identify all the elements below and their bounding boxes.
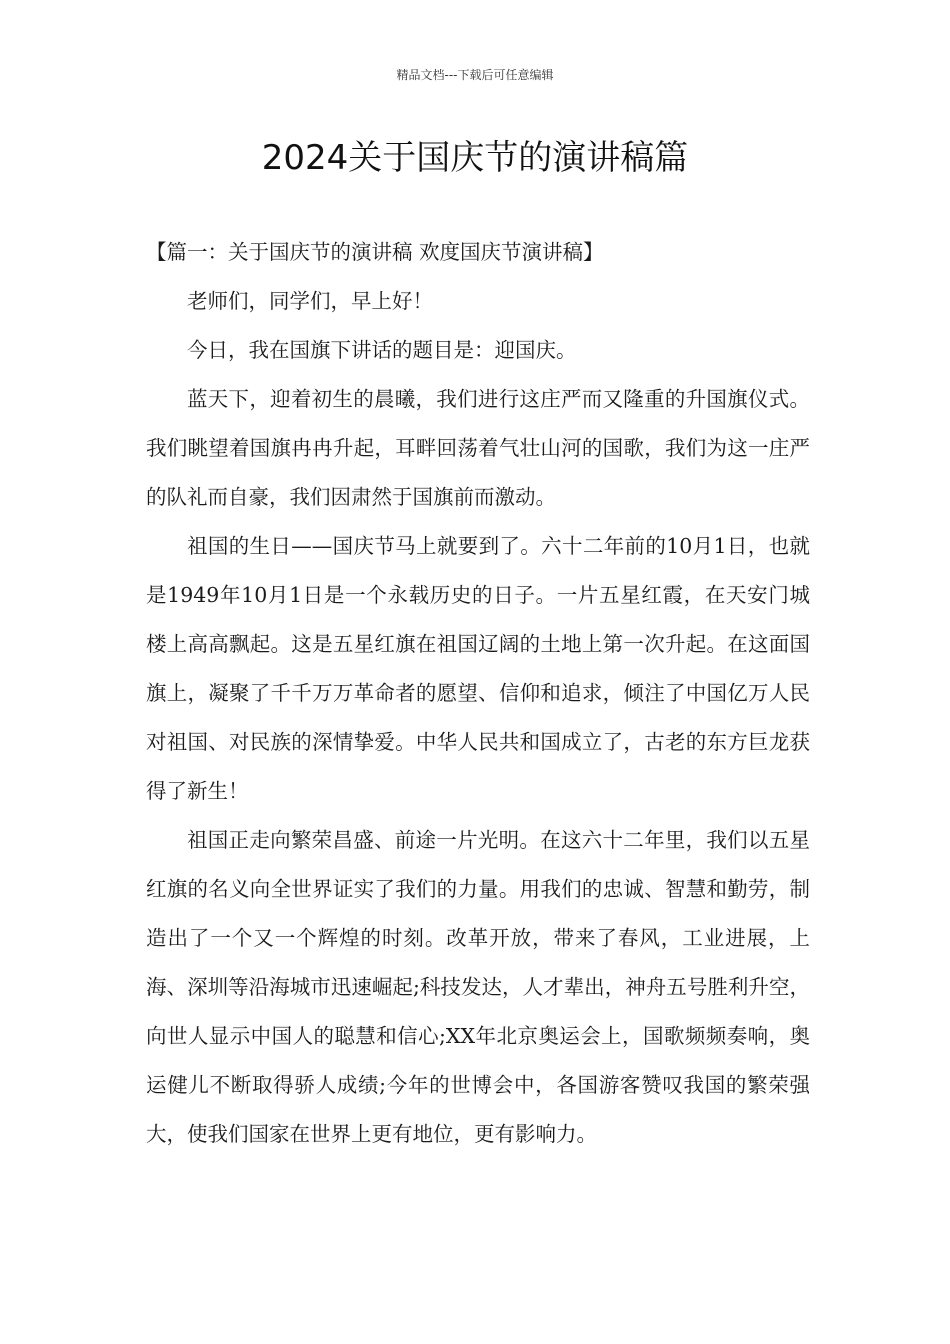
paragraph-prosperity: 祖国正走向繁荣昌盛、前途一片光明。在这六十二年里，我们以五星红旗的名义向全世界证实了我们的力量。用我们的忠诚、智慧和勤劳，制造出了一个又一个辉煌的时刻。改革开放，带来了春风，工业进展，上海、深圳等沿海城市迅速崛起;科技发达，人才辈出，神舟五号胜利升空，向世人显示中国人的聪慧和信心;XX年北京奥运会上，国歌频频奏响，奥运健儿不断取得骄人成绩;今年的世博会中，各国游客赞叹我国的繁荣强大，使我们国家在世界上更有地位，更有影响力。: [146, 828, 810, 1146]
section-heading: 【篇一：关于国庆节的演讲稿 欢度国庆节演讲稿】: [146, 240, 604, 264]
paragraph-topic: 今日，我在国旗下讲话的题目是：迎国庆。: [187, 338, 577, 362]
document-title: 2024关于国庆节的演讲稿篇: [261, 138, 689, 178]
running-header: 精品文档---下载后可任意编辑: [396, 68, 554, 82]
paragraph-flag-ceremony: 蓝天下，迎着初生的晨曦，我们进行这庄严而又隆重的升国旗仪式。我们眺望着国旗冉冉升起，耳畔回荡着气壮山河的国歌，我们为这一庄严的队礼而自豪，我们因肃然于国旗前而激动。: [146, 387, 810, 509]
paragraph-greeting: 老师们，同学们，早上好！: [187, 289, 433, 313]
paragraph-national-birthday: 祖国的生日——国庆节马上就要到了。六十二年前的10月1日，也就是1949年10月1日是一个永载历史的日子。一片五星红霞，在天安门城楼上高高飘起。这是五星红旗在祖国辽阔的土地上第一次升起。在这面国旗上，凝聚了千千万万革命者的愿望、信仰和追求，倾注了中国亿万人民对祖国、对民族的深情挚爱。中华人民共和国成立了，古老的东方巨龙获得了新生！: [146, 534, 810, 803]
document-body: [146, 228, 810, 1159]
